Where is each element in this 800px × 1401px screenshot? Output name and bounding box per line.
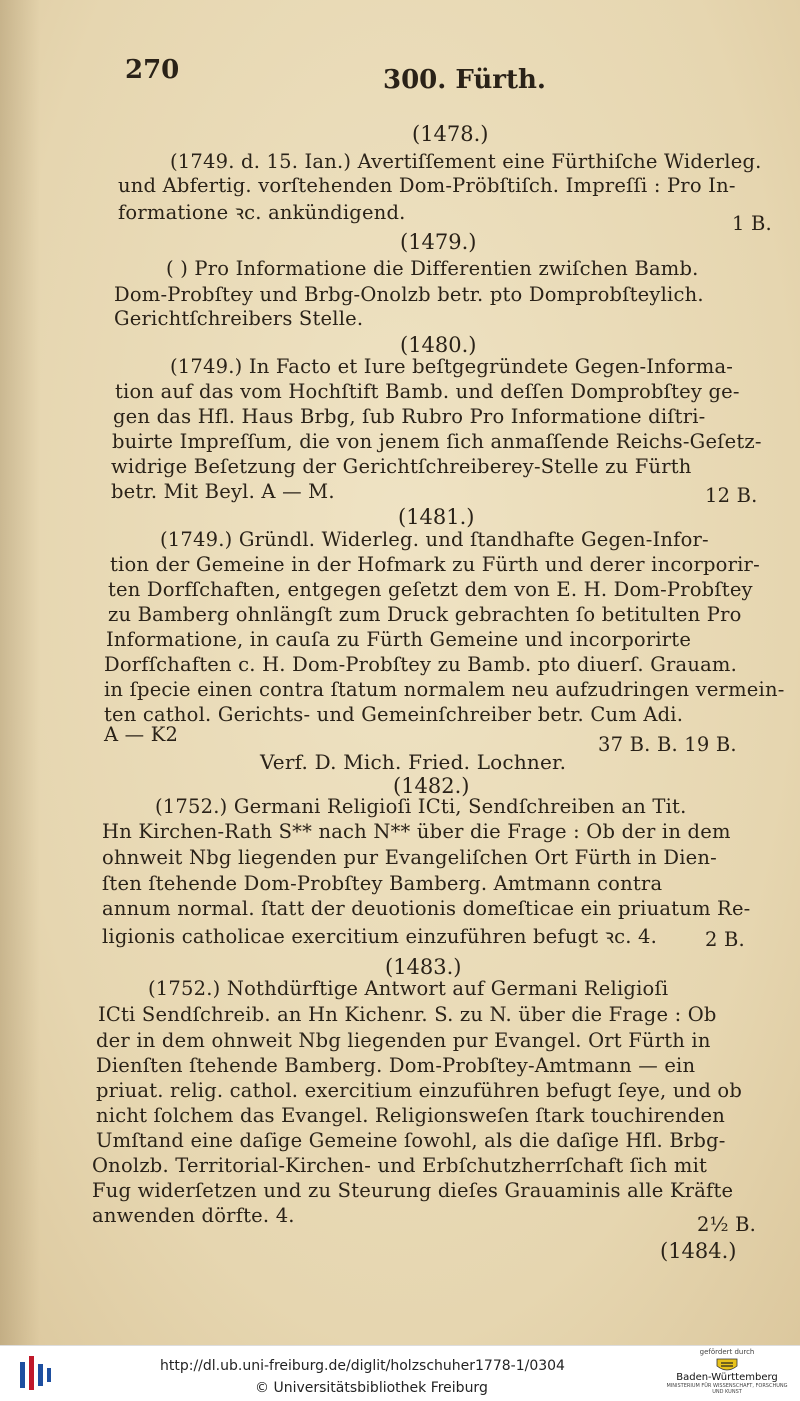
entry-number: (1479.) bbox=[400, 230, 477, 254]
entry-number: (1482.) bbox=[393, 774, 470, 798]
entry-line: Fug widerſetzen und zu Steurung dieſes Grauaminis alle Kräfte bbox=[92, 1179, 734, 1202]
page-title: 300. Fürth. bbox=[383, 65, 546, 95]
entry-size: 37 B. B. 19 B. bbox=[598, 733, 737, 756]
entry-line: in ſpecie einen contra ſtatum normalem neu aufzudringen vermein- bbox=[104, 678, 785, 701]
entry-author: Verf. D. Mich. Fried. Lochner. bbox=[260, 750, 567, 774]
entry-line: (1749.) Gründl. Widerleg. und ſtandhafte Gegen-Infor- bbox=[160, 528, 709, 551]
entry-line: Dorfſchaften c. H. Dom-Probſtey zu Bamb. pto diuerſ. Grauam. bbox=[104, 653, 738, 676]
entry-line: Umſtand eine daſige Gemeine ſowohl, als die daſige Hfl. Brbg- bbox=[96, 1129, 726, 1152]
catchword: (1484.) bbox=[660, 1239, 737, 1263]
entry-line: (1752.) Germani Religioſi ICti, Sendſchreiben an Tit. bbox=[155, 795, 687, 818]
entry-number: (1480.) bbox=[400, 333, 477, 357]
copyright-notice: © Universitätsbibliothek Freiburg bbox=[255, 1380, 488, 1396]
entry-line: annum normal. ſtatt der deuotionis domeſticae ein priuatum Re- bbox=[102, 897, 751, 920]
entry-line: tion auf das vom Hochſtift Bamb. und deſſen Domprobſtey ge- bbox=[115, 380, 740, 403]
page-number: 270 bbox=[125, 55, 180, 85]
entry-line: buirte Impreſſum, die von jenem ſich anmaſſende Reichs-Geſetz- bbox=[112, 430, 762, 453]
sponsor-logo bbox=[662, 1348, 792, 1400]
sponsor-subtitle: MINISTERIUM FÜR WISSENSCHAFT, FORSCHUNG UND KUNST bbox=[666, 1383, 788, 1395]
viewer-footer bbox=[0, 1345, 800, 1401]
entry-line: nicht ſolchem das Evangel. Religionsweſen ſtark touchirenden bbox=[96, 1104, 725, 1127]
entry-line: ligionis catholicae exercitium einzuführen befugt ꝛc. 4. bbox=[102, 925, 658, 948]
entry-line: ten Dorfſchaften, entgegen geſetzt dem von E. H. Dom-Probſtey bbox=[108, 578, 753, 601]
entry-line: Dienſten ſtehende Bamberg. Dom-Probſtey-Amtmann — ein bbox=[96, 1054, 696, 1077]
entry-line: Hn Kirchen-Rath S** nach N** über die Frage : Ob der in dem bbox=[102, 820, 731, 843]
university-library-logo-icon bbox=[18, 1354, 52, 1394]
entry-size: 12 B. bbox=[705, 484, 758, 507]
entry-line: ohnweit Nbg liegenden pur Evangeliſchen Ort Fürth in Dien- bbox=[102, 846, 717, 869]
entry-line: formatione ꝛc. ankündigend. bbox=[118, 201, 406, 224]
entry-line: widrige Beſetzung der Gerichtſchreiberey-Stelle zu Fürth bbox=[111, 455, 692, 478]
entry-number: (1481.) bbox=[398, 505, 475, 529]
entry-size: 2 B. bbox=[705, 928, 745, 951]
entry-line: priuat. relig. cathol. exercitium einzuführen befugt ſeye, und ob bbox=[96, 1079, 743, 1102]
entry-line: ICti Sendſchreib. an Hn Kichenr. S. zu N. über die Frage : Ob bbox=[98, 1003, 717, 1026]
entry-number: (1483.) bbox=[385, 955, 462, 979]
entry-line: ( ) Pro Informatione die Differentien zwiſchen Bamb. bbox=[166, 257, 699, 280]
entry-line: (1749.) In Facto et Iure beſtgegründete Gegen-Informa- bbox=[170, 355, 734, 378]
entry-line: zu Bamberg ohnlängſt zum Druck gebrachten ſo betitulten Pro bbox=[108, 603, 742, 626]
entry-line: ſten ſtehende Dom-Probſtey Bamberg. Amtmann contra bbox=[102, 872, 663, 895]
entry-line: anwenden dörfte. 4. bbox=[92, 1204, 295, 1227]
sponsor-name: Baden-Württemberg bbox=[676, 1372, 778, 1383]
entry-size: 2½ B. bbox=[697, 1213, 757, 1236]
entry-line: (1749. d. 15. Ian.) Avertiſſement eine Fürthiſche Widerleg. bbox=[170, 150, 762, 173]
entry-line: A — K2 bbox=[104, 723, 179, 746]
entry-line: betr. Mit Beyl. A — M. bbox=[111, 480, 335, 503]
entry-line: (1752.) Nothdürftige Antwort auf Germani Religioſi bbox=[148, 977, 669, 1000]
entry-line: tion der Gemeine in der Hofmark zu Fürth und derer incorporir- bbox=[110, 553, 760, 576]
entry-line: Informatione, in cauſa zu Fürth Gemeine und incorporirte bbox=[106, 628, 692, 651]
entry-line: und Abfertig. vorſtehenden Dom-Pröbſtiſch. Impreſſi : Pro In- bbox=[118, 174, 736, 197]
entry-line: der in dem ohnweit Nbg liegenden pur Evangel. Ort Fürth in bbox=[96, 1029, 711, 1052]
entry-line: Onolzb. Territorial-Kirchen- und Erbſchutzherrſchaft ſich mit bbox=[92, 1154, 708, 1177]
binding-shadow bbox=[0, 0, 40, 1345]
permalink-url[interactable]: http://dl.ub.uni-freiburg.de/diglit/holzschuher1778-1/0304 bbox=[160, 1358, 565, 1374]
state-crest-icon bbox=[715, 1357, 739, 1373]
entry-line: Gerichtſchreibers Stelle. bbox=[114, 307, 364, 330]
entry-number: (1478.) bbox=[412, 122, 489, 146]
entry-line: ten cathol. Gerichts- und Gemeinſchreiber betr. Cum Adi. bbox=[104, 703, 684, 726]
sponsor-caption: gefördert durch bbox=[699, 1348, 755, 1356]
entry-line: gen das Hfl. Haus Brbg, ſub Rubro Pro Informatione diſtri- bbox=[113, 405, 706, 428]
entry-line: Dom-Probſtey und Brbg-Onolzb betr. pto Domprobſteylich. bbox=[114, 283, 704, 306]
entry-size: 1 B. bbox=[732, 212, 772, 235]
